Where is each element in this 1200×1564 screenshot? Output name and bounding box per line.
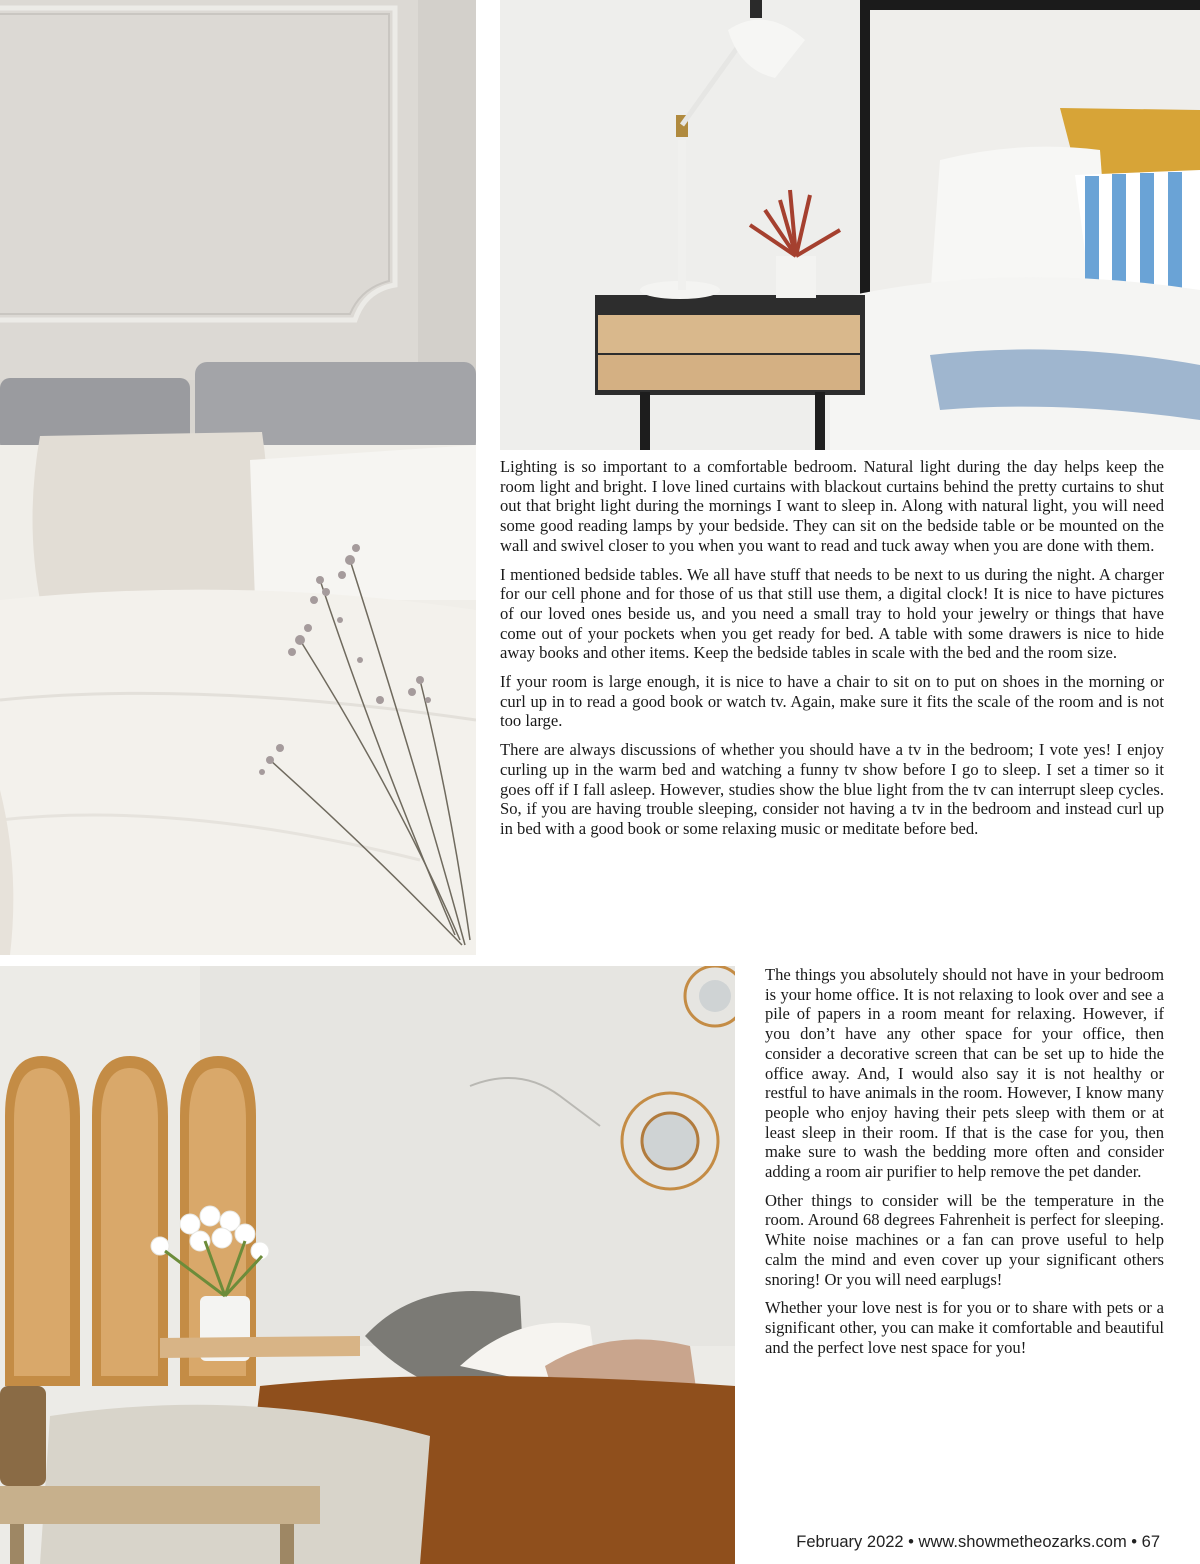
page-footer: February 2022 • www.showmetheozarks.com • 67 — [796, 1533, 1160, 1551]
article-column-main — [500, 457, 1164, 848]
paragraph-bedside-tables: I mentioned bedside tables. We all have stuff that needs to be next to us during the night. A charger for our cell phone and for those of us that still use them, a digital clock! It is nice to have pictures of our loved ones beside us, and you need a small tray to hold your jewelry or things that have come out of your pockets when you get ready for bed. A table with some drawers is nice to hide away books and other items. Keep the bedside tables in scale with the bed and the room size. — [500, 564, 1164, 663]
paragraph-home-office: The things you absolutely should not have in your bedroom is your home office. It is not relaxing to look over and see a pile of papers in a room meant for relaxing. However, if you don’t have any other space for your office, then consider a decorative screen that can be set up to hide the office away. And, I would also say it is not healthy or restful to have animals in the room. However, I know many people who enjoy having their pets sleep with them or at least sleep in their room. If that is the case for you, then make sure to wash the bedding more often and consider adding a room air purifier to help remove the pet dander. — [765, 965, 1164, 1182]
paragraph-conclusion: Whether your love nest is for you or to share with pets or a significant other, you can make it comfortable and beautiful and the perfect love nest space for you! — [765, 1298, 1164, 1357]
article-column-lower — [765, 965, 1164, 1366]
paragraph-temperature: Other things to consider will be the temperature in the room. Around 68 degrees Fahrenheit is perfect for sleeping. White noise machines or a fan can prove useful to help calm the mind and even cover up your significant others snoring! Or you will need earplugs! — [765, 1190, 1164, 1289]
paragraph-tv: There are always discussions of whether you should have a tv in the bedroom; I vote yes! I enjoy curling up in the warm bed and watching a funny tv show before I go to sleep. I set a timer so it goes off if I fall asleep. However, studies show the blue light from the tv can interrupt sleep cycles. So, if you are having trouble sleeping, consider not having a tv in the bedroom and instead curl up in bed with a good book or some relaxing music or meditate before bed. — [500, 740, 1164, 838]
paragraph-chair: If your room is large enough, it is nice to have a chair to sit on to put on shoes in the morning or curl up in to read a good book or watch tv. Again, make sure it fits the scale of the room and is not too large. — [500, 672, 1164, 731]
photo-nightstand-lamp — [500, 0, 1200, 450]
photo-rattan-bedroom — [0, 966, 735, 1564]
photo-white-bed-dried-flowers — [0, 0, 476, 955]
paragraph-lighting: Lighting is so important to a comfortable bedroom. Natural light during the day helps keep the room light and bright. I love lined curtains with blackout curtains behind the pretty curtains to shut out that bright light during the mornings I want to sleep in. Along with natural light, you will need some good reading lamps by your bedside. They can sit on the bedside table or be mounted on the wall and swivel closer to you when you want to read and tuck away when you are done with them. — [500, 457, 1164, 555]
